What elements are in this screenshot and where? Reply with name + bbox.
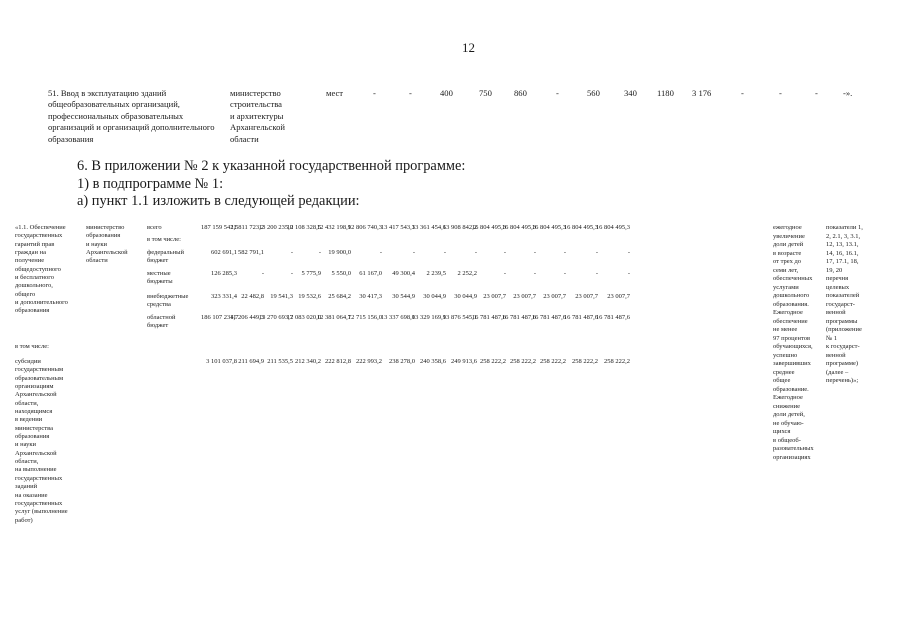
table-cell: 30 044,9 bbox=[423, 293, 446, 300]
table-subsidy-line: услуг (выполнение bbox=[15, 508, 68, 516]
source-local bbox=[147, 270, 173, 287]
item51-title bbox=[48, 88, 215, 145]
subsidy-cell: 240 358,6 bbox=[420, 358, 446, 365]
result-line: организациях bbox=[773, 453, 811, 461]
table-result bbox=[773, 224, 814, 462]
table-cell: 23 007,7 bbox=[543, 293, 566, 300]
result-line: 97 процентов bbox=[773, 334, 811, 342]
subsidy-cell: 222 812,8 bbox=[325, 358, 351, 365]
table-subsidy-line: государственным bbox=[15, 366, 64, 374]
result-line: не менее bbox=[773, 326, 798, 333]
table-item-line: государственных bbox=[15, 232, 63, 240]
table-subsidy-line: находящимся bbox=[15, 408, 53, 416]
subsidy-cell: 3 101 037,8 bbox=[206, 358, 237, 365]
table-item-line: получение bbox=[15, 257, 45, 265]
source-label: местные bbox=[147, 270, 171, 277]
table-cell: - bbox=[533, 270, 536, 277]
table-cell: 186 107 234,7 bbox=[201, 314, 239, 321]
subsidy-cell: 249 913,6 bbox=[451, 358, 477, 365]
item51-value: 560 bbox=[587, 88, 600, 98]
table-cell: 23 007,7 bbox=[483, 293, 506, 300]
source-label: бюджет bbox=[147, 322, 169, 330]
result-line: общее bbox=[773, 377, 791, 384]
table-cell: 16 781 487,6 bbox=[501, 314, 536, 321]
item51-value: 3 176 bbox=[692, 88, 712, 98]
item51-ministry-line: министерство bbox=[230, 88, 281, 98]
indicator-line: программе) bbox=[826, 360, 859, 367]
subsidy-cell: 211 535,5 bbox=[267, 358, 293, 365]
item51-title-line: 51. Ввод в эксплуатацию зданий bbox=[48, 88, 167, 98]
table-cell: 25 684,2 bbox=[328, 293, 351, 300]
table-cell: 13 876 545,1 bbox=[442, 314, 477, 321]
table-cell: 12 083 020,0 bbox=[286, 314, 321, 321]
result-line: обеспеченных bbox=[773, 275, 813, 282]
indicator-line: показателей bbox=[826, 292, 860, 299]
item51-value: - bbox=[409, 88, 412, 98]
table-subsidy-line: на оказание bbox=[15, 491, 48, 499]
item51-value: 400 bbox=[440, 88, 453, 98]
table-subsidy-line: и науки bbox=[15, 441, 37, 449]
table-cell: 16 781 487,6 bbox=[531, 314, 566, 321]
indicator-line: (далее – bbox=[826, 368, 849, 376]
table-cell: 126 285,3 bbox=[211, 270, 237, 277]
result-line: снижение bbox=[773, 402, 800, 410]
result-line: щихся bbox=[773, 428, 791, 435]
table-cell: 23 007,7 bbox=[513, 293, 536, 300]
table-subsidy-line: заданий bbox=[15, 483, 38, 491]
table-ministry bbox=[86, 224, 128, 266]
item51-value: 860 bbox=[514, 88, 527, 98]
indicator-line: (приложение bbox=[826, 326, 862, 333]
table-ministry-line: области bbox=[86, 257, 108, 265]
table-cell: - bbox=[627, 270, 630, 277]
source-label: в том числе: bbox=[147, 236, 181, 243]
table-cell: 16 781 487,6 bbox=[471, 314, 506, 321]
table-cell: - bbox=[563, 249, 566, 256]
subsidy-cell: 258 222,2 bbox=[604, 358, 630, 365]
table-cell: 16 804 495,3 bbox=[563, 224, 598, 231]
result-line: образование. bbox=[773, 385, 809, 393]
subsidy-cell: 258 222,2 bbox=[540, 358, 566, 365]
item51-title-line: образования bbox=[48, 133, 94, 144]
table-cell: - bbox=[318, 249, 321, 256]
table-cell: 13 337 698,0 bbox=[380, 314, 415, 321]
table-cell: - bbox=[595, 249, 598, 256]
indicator-line: государст- bbox=[826, 300, 855, 308]
table-subsidy-line: области, bbox=[15, 458, 39, 466]
table-subsidy-line: работ) bbox=[15, 516, 33, 524]
table-cell: 323 331,4 bbox=[211, 293, 237, 300]
table-cell: 30 544,9 bbox=[392, 293, 415, 300]
table-cell: 16 781 487,6 bbox=[563, 314, 598, 321]
table-cell: - bbox=[290, 249, 293, 256]
table-cell: 16 804 495,3 bbox=[595, 224, 630, 231]
source-federal bbox=[147, 249, 184, 266]
table-cell: 582 791,1 bbox=[238, 249, 264, 256]
item51-value: - bbox=[815, 88, 818, 98]
indicator-line: 17, 17.1, 18, bbox=[826, 258, 859, 265]
table-cell: 30 417,3 bbox=[359, 293, 382, 300]
table-cell: - bbox=[261, 270, 264, 277]
table-cell: 12 715 156,0 bbox=[347, 314, 382, 321]
table-cell: 30 044,9 bbox=[454, 293, 477, 300]
table-item-line: гарантий прав bbox=[15, 240, 55, 248]
result-line: от трех до bbox=[773, 258, 802, 265]
heading-appendix: 6. В приложении № 2 к указанной государственной программе: bbox=[77, 158, 466, 174]
table-cell: 13 329 169,9 bbox=[411, 314, 446, 321]
table-item-line: «1.1. Обеспечение bbox=[15, 224, 66, 231]
table-cell: - bbox=[627, 249, 630, 256]
source-extrabudget bbox=[147, 293, 188, 310]
table-cell: - bbox=[474, 249, 477, 256]
table-cell: 16 804 495,3 bbox=[501, 224, 536, 231]
table-cell: 12 432 198,9 bbox=[316, 224, 351, 231]
indicator-line: № 1 bbox=[826, 334, 838, 342]
table-ministry-line: и науки bbox=[86, 240, 108, 248]
item51-title-line: организаций и организаций дополнительного bbox=[48, 122, 215, 133]
table-incl-label: в том числе: bbox=[15, 343, 49, 350]
result-line: доли детей bbox=[773, 241, 804, 248]
table-cell: 22 482,8 bbox=[241, 293, 264, 300]
table-ministry-line: образования bbox=[86, 232, 121, 240]
item51-value: 750 bbox=[479, 88, 492, 98]
table-cell: 61 167,0 bbox=[359, 270, 382, 277]
table-cell: 187 159 542,5 bbox=[201, 224, 239, 231]
table-item-line: дошкольного, bbox=[15, 282, 53, 290]
table-cell: 5 775,9 bbox=[301, 270, 321, 277]
source-label: всего bbox=[147, 224, 162, 231]
item51-title-line: профессиональных образовательных bbox=[48, 110, 184, 121]
table-cell: 2 252,2 bbox=[457, 270, 477, 277]
table-cell: 5 550,0 bbox=[331, 270, 351, 277]
indicator-line: показатели 1, bbox=[826, 224, 863, 231]
table-cell: - bbox=[379, 249, 382, 256]
page-number: 12 bbox=[462, 40, 475, 55]
table-subsidy-line: организациям bbox=[15, 383, 54, 391]
item51-value: -». bbox=[843, 88, 853, 98]
table-cell: 12 108 328,5 bbox=[286, 224, 321, 231]
indicator-line: к государст- bbox=[826, 343, 860, 350]
table-cell: 11 811 723,2 bbox=[230, 224, 264, 231]
table-cell: 12 806 740,3 bbox=[347, 224, 382, 231]
subsidy-cell: 212 340,2 bbox=[295, 358, 321, 365]
table-cell: - bbox=[503, 249, 506, 256]
table-subsidy-line: образовательным bbox=[15, 374, 64, 382]
table-indicators bbox=[826, 224, 863, 386]
table-cell: - bbox=[595, 270, 598, 277]
table-item-line: общедоступного bbox=[15, 265, 61, 273]
table-cell: - bbox=[533, 249, 536, 256]
result-line: дошкольного bbox=[773, 292, 810, 299]
table-cell: 16 804 495,3 bbox=[471, 224, 506, 231]
indicator-line: программы bbox=[826, 317, 858, 325]
table-item-line: и дополнительного bbox=[15, 299, 68, 307]
source-label: бюджеты bbox=[147, 278, 173, 286]
item51-unit: мест bbox=[326, 88, 344, 98]
item51-title-line: общеобразовательных организаций, bbox=[48, 99, 180, 110]
result-line: услугами bbox=[773, 283, 799, 291]
source-label: федеральный bbox=[147, 249, 184, 256]
table-cell: - bbox=[503, 270, 506, 277]
table-item-line: и бесплатного bbox=[15, 274, 55, 282]
source-label: бюджет bbox=[147, 257, 169, 265]
item51-value: - bbox=[556, 88, 559, 98]
table-cell: 19 900,0 bbox=[328, 249, 351, 256]
table-cell: 13 417 543,3 bbox=[380, 224, 415, 231]
table-cell: 602 691,1 bbox=[211, 249, 237, 256]
indicator-line: целевых bbox=[826, 283, 850, 291]
source-regional bbox=[147, 314, 175, 331]
table-subsidy-line: образования bbox=[15, 433, 50, 441]
source-incl bbox=[147, 236, 181, 244]
table-cell: 19 532,6 bbox=[298, 293, 321, 300]
table-subsidy-line: в ведении bbox=[15, 416, 43, 424]
result-line: в возрасте bbox=[773, 249, 802, 257]
indicator-line: 2, 2.1, 3, 3.1, bbox=[826, 232, 861, 240]
table-ministry-line: Архангельской bbox=[86, 249, 128, 257]
item51-ministry-line: Архангельской bbox=[230, 122, 285, 133]
result-line: семи лет, bbox=[773, 266, 799, 274]
source-total bbox=[147, 224, 162, 232]
table-cell: 13 200 235,0 bbox=[258, 224, 293, 231]
table-cell: - bbox=[563, 270, 566, 277]
table-cell: 16 804 495,3 bbox=[531, 224, 566, 231]
table-cell: 16 781 487,6 bbox=[595, 314, 630, 321]
table-subsidy-line: Архангельской bbox=[15, 449, 57, 457]
result-line: разовательных bbox=[773, 445, 814, 452]
item51-ministry-line: и архитектуры bbox=[230, 110, 284, 121]
table-subsidy-line: области, bbox=[15, 399, 39, 407]
result-line: обеспечение bbox=[773, 317, 808, 325]
subsidy-cell: 258 222,2 bbox=[480, 358, 506, 365]
source-label: областной bbox=[147, 314, 176, 321]
result-line: среднее bbox=[773, 368, 795, 376]
item51-value: 1180 bbox=[657, 88, 674, 98]
table-ministry-line: министерство bbox=[86, 224, 125, 231]
result-line: Ежегодное bbox=[773, 309, 803, 316]
subsidy-cell: 258 222,2 bbox=[572, 358, 598, 365]
table-cell: 13 270 693,7 bbox=[258, 314, 293, 321]
item51-value: - bbox=[741, 88, 744, 98]
table-subsidy-line: субсидии bbox=[15, 358, 41, 365]
source-label: внебюджетные bbox=[147, 293, 189, 300]
table-item-line: граждан на bbox=[15, 249, 46, 257]
source-label: средства bbox=[147, 301, 171, 309]
table-subsidy-line: на выполнение bbox=[15, 466, 57, 474]
item51-ministry-line: области bbox=[230, 133, 259, 144]
table-cell: - bbox=[443, 249, 446, 256]
result-line: успешно bbox=[773, 351, 798, 359]
result-line: образования. bbox=[773, 300, 809, 308]
subsidy-cell: 222 993,2 bbox=[356, 358, 382, 365]
table-cell: - bbox=[290, 270, 293, 277]
table-item-name bbox=[15, 224, 68, 316]
subsidy-cell: 258 222,2 bbox=[510, 358, 536, 365]
indicator-line: перечня bbox=[826, 275, 849, 282]
table-cell: 49 300,4 bbox=[392, 270, 415, 277]
item51-value: - bbox=[373, 88, 376, 98]
heading-point: а) пункт 1.1 изложить в следующей редакции: bbox=[77, 193, 360, 209]
subsidy-cell: 211 694,9 bbox=[238, 358, 264, 365]
indicator-line: венной bbox=[826, 351, 846, 359]
indicator-line: 12, 13, 13.1, bbox=[826, 241, 859, 248]
item51-ministry bbox=[230, 88, 285, 145]
table-item-line: образования bbox=[15, 307, 50, 315]
result-line: в общеоб- bbox=[773, 436, 801, 444]
table-cell: 19 541,3 bbox=[270, 293, 293, 300]
result-line: доли детей, bbox=[773, 411, 805, 418]
indicator-line: венной bbox=[826, 309, 846, 316]
result-line: ежегодное bbox=[773, 224, 802, 231]
table-subsidy-line: государственных bbox=[15, 499, 63, 507]
table-cell: 2 239,5 bbox=[426, 270, 446, 277]
table-subsidy-line: государственных bbox=[15, 474, 63, 482]
heading-subprogram: 1) в подпрограмме № 1: bbox=[77, 176, 224, 192]
table-cell: 13 908 842,2 bbox=[442, 224, 477, 231]
item51-value: - bbox=[779, 88, 782, 98]
result-line: обучающихся, bbox=[773, 343, 813, 350]
indicator-line: 14, 16, 16.1, bbox=[826, 249, 859, 257]
table-cell: - bbox=[412, 249, 415, 256]
item51-ministry-line: строительства bbox=[230, 99, 282, 110]
item51-value: 340 bbox=[624, 88, 637, 98]
subsidy-cell: 238 278,0 bbox=[389, 358, 415, 365]
table-item-line: общего bbox=[15, 290, 36, 298]
table-cell: 11 206 449,3 bbox=[230, 314, 264, 321]
indicator-line: перечень)»; bbox=[826, 377, 859, 384]
table-subsidy-name bbox=[15, 358, 68, 525]
table-subsidy-line: Архангельской bbox=[15, 391, 57, 399]
table-subsidy-line: министерства bbox=[15, 424, 54, 432]
table-cell: 23 007,7 bbox=[575, 293, 598, 300]
result-line: Ежегодное bbox=[773, 394, 803, 401]
table-cell: 12 381 064,7 bbox=[316, 314, 351, 321]
indicator-line: 19, 20 bbox=[826, 266, 843, 274]
result-line: завершивших bbox=[773, 360, 811, 367]
table-cell: 23 007,7 bbox=[607, 293, 630, 300]
result-line: увеличение bbox=[773, 232, 805, 240]
result-line: не обучаю- bbox=[773, 419, 804, 427]
table-cell: 13 361 454,6 bbox=[411, 224, 446, 231]
